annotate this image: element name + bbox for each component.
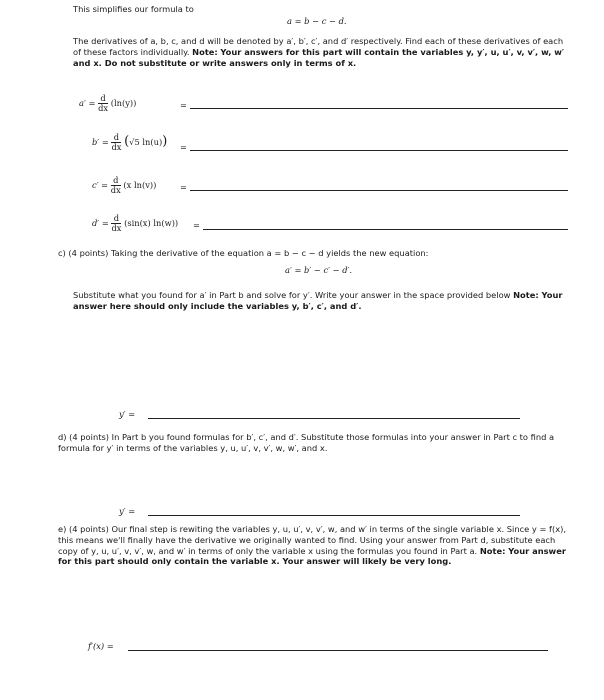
part-c-answer-blank[interactable] — [148, 418, 520, 419]
derivative-operator: $\frac{d}{dx}$ — [111, 213, 122, 234]
answer-blank-c-prime[interactable] — [190, 190, 568, 191]
equation-d-prime: d′ = $\frac{d}{dx}$ (sin(x) ln(w)) — [92, 213, 179, 234]
sqrt-five: √5 — [129, 137, 140, 148]
part-d-answer-label: y′ = — [119, 506, 136, 516]
equation-rhs: (x ln(v)) — [123, 180, 157, 191]
part-c-instruction-text: Substitute what you found for a′ in Part b and solve for y′. Write your answer in the space provided below — [73, 290, 511, 300]
equals-sign: = — [180, 100, 187, 110]
part-e-body: e) (4 points) Our final step is rewiting the variables y, u, u′, v, v′, w, and w′ in terms of the single variable x. Since y = f(x), this means we'll finally have the derivative we originally wanted to find. Using your answer from Part d, substitute each copy of y, u, u′, v, v′, w, and w′ in terms of only the variable x using the formulas you found in Part a. — [58, 524, 566, 556]
part-c-formula: a′ = b′ − c′ − d′. — [285, 265, 353, 275]
answer-blank-b-prime[interactable] — [190, 150, 568, 151]
derivative-operator: $\frac{d}{dx}$ — [98, 93, 109, 114]
derivatives-paragraph — [73, 36, 568, 68]
part-d-text: d) (4 points) In Part b you found formulas for b′, c′, and d′. Substitute those formulas into your answer in Part c to find a formula for y′ in terms of the variables y, u, u′, v, v′, w, w′, and x. — [58, 432, 555, 453]
equation-rhs: (sin(x) ln(w)) — [124, 218, 179, 229]
equation-lhs: a′ — [79, 98, 86, 109]
derivative-operator: $\frac{d}{dx}$ — [110, 175, 121, 196]
equals-sign: = — [180, 142, 187, 152]
derivatives-note-label: Note: — [192, 46, 218, 57]
equation-a-prime: a′ = $\frac{d}{dx}$ (ln(y)) — [79, 93, 137, 114]
answer-blank-d-prime[interactable] — [203, 229, 568, 230]
part-e-answer-blank[interactable] — [128, 650, 548, 651]
intro-line: This simplifies our formula to — [73, 4, 194, 14]
equation-c-prime: c′ = $\frac{d}{dx}$ (x ln(v)) — [92, 175, 157, 196]
equals-sign: = — [180, 182, 187, 192]
equation-lhs: d′ — [92, 218, 100, 229]
part-c-label: c) (4 points) Taking the derivative of the equation a = b − c − d yields the new equation: — [58, 248, 429, 258]
equation-lhs: c′ — [92, 180, 99, 191]
part-c-answer-label: y′ = — [119, 409, 136, 419]
part-c-instruction — [73, 290, 568, 312]
part-e-answer-label: f′(x) = — [88, 641, 114, 651]
equals-sign: = — [193, 220, 200, 230]
derivatives-text: The derivatives of a, b, c, and d will be denoted by a′, b′, c′, and d′ respectively. Find each of these derivatives of each of these factors individually. — [73, 36, 564, 57]
equation-rhs: ln(u) — [142, 137, 163, 148]
derivative-operator: $\frac{d}{dx}$ — [111, 132, 122, 153]
equation-lhs: b′ — [92, 137, 100, 148]
derivatives-note-text: Your answers for this part will contain the variables y, y′, u, u′, v, v′, w, w′ and x. Do not substitute or write answers only in terms of x. — [73, 46, 565, 68]
equation-b-prime: b′ = $\frac{d}{dx}$ (√5 ln(u)) — [92, 132, 168, 153]
part-e-note: Note: Your answer for this part should only contain the variable x. Your answer will likely be very long. — [58, 545, 566, 567]
answer-blank-a-prime[interactable] — [190, 108, 568, 109]
equation-rhs: (ln(y)) — [110, 98, 137, 109]
part-c-note: Note: Your answer here should only include the variables y, b′, c′, and d′. — [73, 290, 563, 311]
part-d-answer-blank[interactable] — [148, 515, 520, 516]
intro-formula: a = b − c − d. — [287, 16, 347, 26]
part-e-text — [58, 524, 568, 567]
